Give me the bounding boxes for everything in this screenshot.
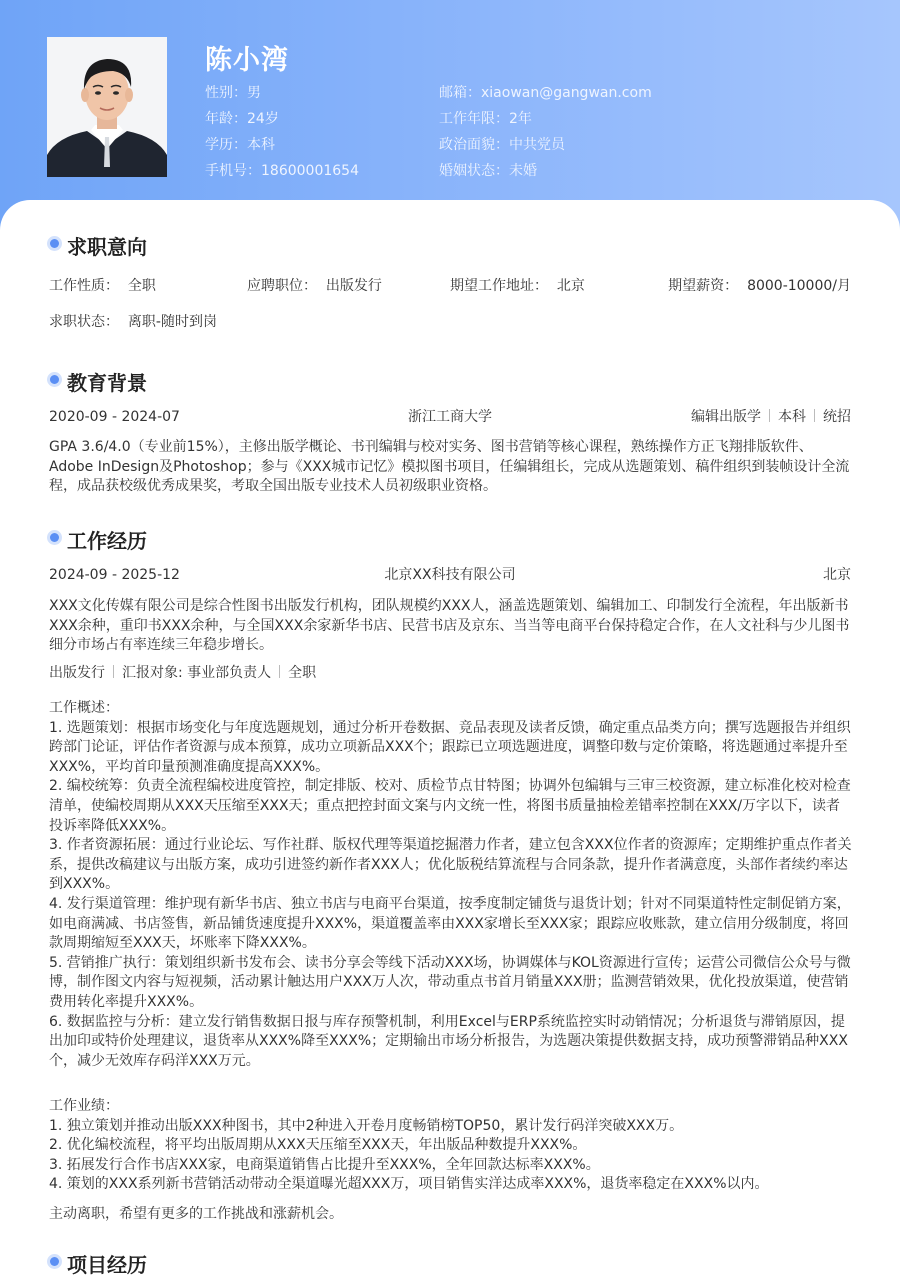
education-school: 浙江工商大学: [408, 409, 492, 425]
achievement-item: 1. 独立策划并推动出版XXX种图书，其中2种进入开卷月度畅销榜TOP50，累计发行码洋突破XXX万。: [49, 1117, 684, 1134]
info-marital-status: 婚姻状态：未婚: [439, 163, 537, 179]
info-work-years: 工作年限：2年: [439, 111, 532, 127]
section-bullet-icon: [50, 239, 59, 248]
info-phone: 手机号：18600001654: [205, 163, 359, 179]
education-period: 2020-09 - 2024-07: [49, 409, 180, 425]
education-tags: 编辑出版学 本科 统招: [691, 409, 851, 425]
intent-salary: 期望薪资： 8000-10000/月: [668, 278, 851, 294]
achievement-item: 2. 优化编校流程，将平均出版周期从XXX天压缩至XXX天，年出版品种数提升XXX%。: [49, 1137, 587, 1154]
overview-item: 2. 编校统筹：负责全流程编校进度管控，制定排版、校对、质检节点甘特图；协调外包编辑与三审三校资源，建立标准化校对检查清单，使编校周期从XXX天压缩至XXX天；重点把控封面文案与内文统一性，将图书质量抽检差错率控制在XXX/万字以下，读者投诉率降低XXX%。: [49, 778, 851, 834]
overview-item: 4. 发行渠道管理：维护现有新华书店、独立书店与电商平台渠道，按季度制定铺货与退货计划；针对不同渠道特性定制促销方案，如电商满减、书店签售，新品铺货速度提升XXX%，渠道覆盖率由XXX家增长至XXX家；跟踪应收账款，建立信用分级制度，将回款周期缩短至XXX天，坏账率下降XXX%。: [49, 895, 851, 952]
overview-item: 3. 作者资源拓展：通过行业论坛、写作社群、版权代理等渠道挖掘潜力作者，建立包含XXX位作者的资源库；定期维护重点作者关系，提供改稿建议与出版方案，成功引进签约新作者XXX人；优化版税结算流程与合同条款，提升作者满意度，头部作者续约率达到XXX%。: [49, 837, 852, 893]
work-tags: 出版发行 汇报对象: 事业部负责人 全职: [49, 665, 317, 681]
achievement-item: 4. 策划的XXX系列新书营销活动带动全渠道曝光超XXX万，项目销售实洋达成率XXX%，退货率稳定在XXX%以内。: [49, 1176, 769, 1193]
section-bullet-icon: [50, 533, 59, 542]
section-bullet-icon: [50, 1257, 59, 1266]
company-intro: XXX文化传媒有限公司是综合性图书出版发行机构，团队规模约XXX人，涵盖选题策划、编辑加工、印制发行全流程，年出版新书XXX余种，重印书XXX余种，与全国XXX余家新华书店、民营书店及京东、当当等电商平台保持稳定合作，在人文社科与少儿图书细分市场占有率连续三年稳步增长。: [49, 598, 850, 654]
work-company: 北京XX科技有限公司: [384, 567, 516, 583]
leave-reason: 主动离职，希望有更多的工作挑战和涨薪机会。: [49, 1206, 343, 1222]
work-period: 2024-09 - 2025-12: [49, 567, 180, 583]
intent-position: 应聘职位： 出版发行: [247, 278, 382, 294]
work-city: 北京: [823, 567, 851, 583]
overview-item: 6. 数据监控与分析：建立发行销售数据日报与库存预警机制，利用Excel与ERP系统监控实时动销情况；分析退货与滞销原因，提出加印或特价处理建议，退货率从XXX%降至XXX%；定期输出市场分析报告，为选题决策提供数据支持，成功预警滞销品种XXX个，减少无效库存码洋XXX万元。: [49, 1013, 848, 1069]
info-gender: 性别：男: [205, 85, 261, 101]
achievements-title: 工作业绩：: [49, 1098, 119, 1114]
overview-item: 1. 选题策划：根据市场变化与年度选题规划，通过分析开卷数据、竞品表现及读者反馈，确定重点品类方向；撰写选题报告并组织跨部门论证，评估作者资源与成本预算，成功立项新品XXX个；跟踪已立项选题进度，调整印数与定价策略，将选题通过率提升至XXX%，平均首印量预测准确度提高XXX%。: [49, 719, 851, 775]
achievement-item: 3. 拓展发行合作书店XXX家，电商渠道销售占比提升至XXX%，全年回款达标率XXX%。: [49, 1156, 600, 1173]
section-bullet-icon: [50, 375, 59, 384]
info-age: 年龄：24岁: [205, 111, 279, 127]
overview-title: 工作概述：: [49, 700, 119, 716]
avatar-photo: [47, 37, 167, 177]
avatar-icon: [47, 37, 167, 177]
work-overview: [49, 699, 852, 1071]
work-achievements: [49, 1097, 852, 1195]
candidate-name: 陈小湾: [205, 45, 289, 76]
intent-status: 求职状态： 离职-随时到岗: [49, 314, 217, 330]
resume-header: [0, 0, 900, 230]
info-education: 学历：本科: [205, 137, 275, 153]
intent-location: 期望工作地址： 北京: [450, 278, 585, 294]
education-description: GPA 3.6/4.0（专业前15%），主修出版学概论、书刊编辑与校对实务、图书营销等核心课程，熟练操作方正飞翔排版软件、Adobe InDesign及Photoshop；参与《XXX城市记忆》模拟图书项目，任编辑组长，完成从选题策划、稿件组织到装帧设计全流程，成品获校级优秀成果奖，考取全国出版专业技术人员初级职业资格。: [49, 439, 850, 495]
info-email: 邮箱：xiaowan@gangwan.com: [439, 85, 652, 101]
overview-item: 5. 营销推广执行：策划组织新书发布会、读书分享会等线下活动XXX场，协调媒体与KOL资源进行宣传；运营公司微信公众号与微博，制作图文内容与短视频，活动累计触达用户XXX万人次，带动重点书首月销量XXX册；监测营销效果，优化投放渠道，使营销费用转化率提升XXX%。: [49, 954, 851, 1010]
intent-job-type: 工作性质： 全职: [49, 278, 156, 294]
info-political-status: 政治面貌：中共党员: [439, 137, 565, 153]
